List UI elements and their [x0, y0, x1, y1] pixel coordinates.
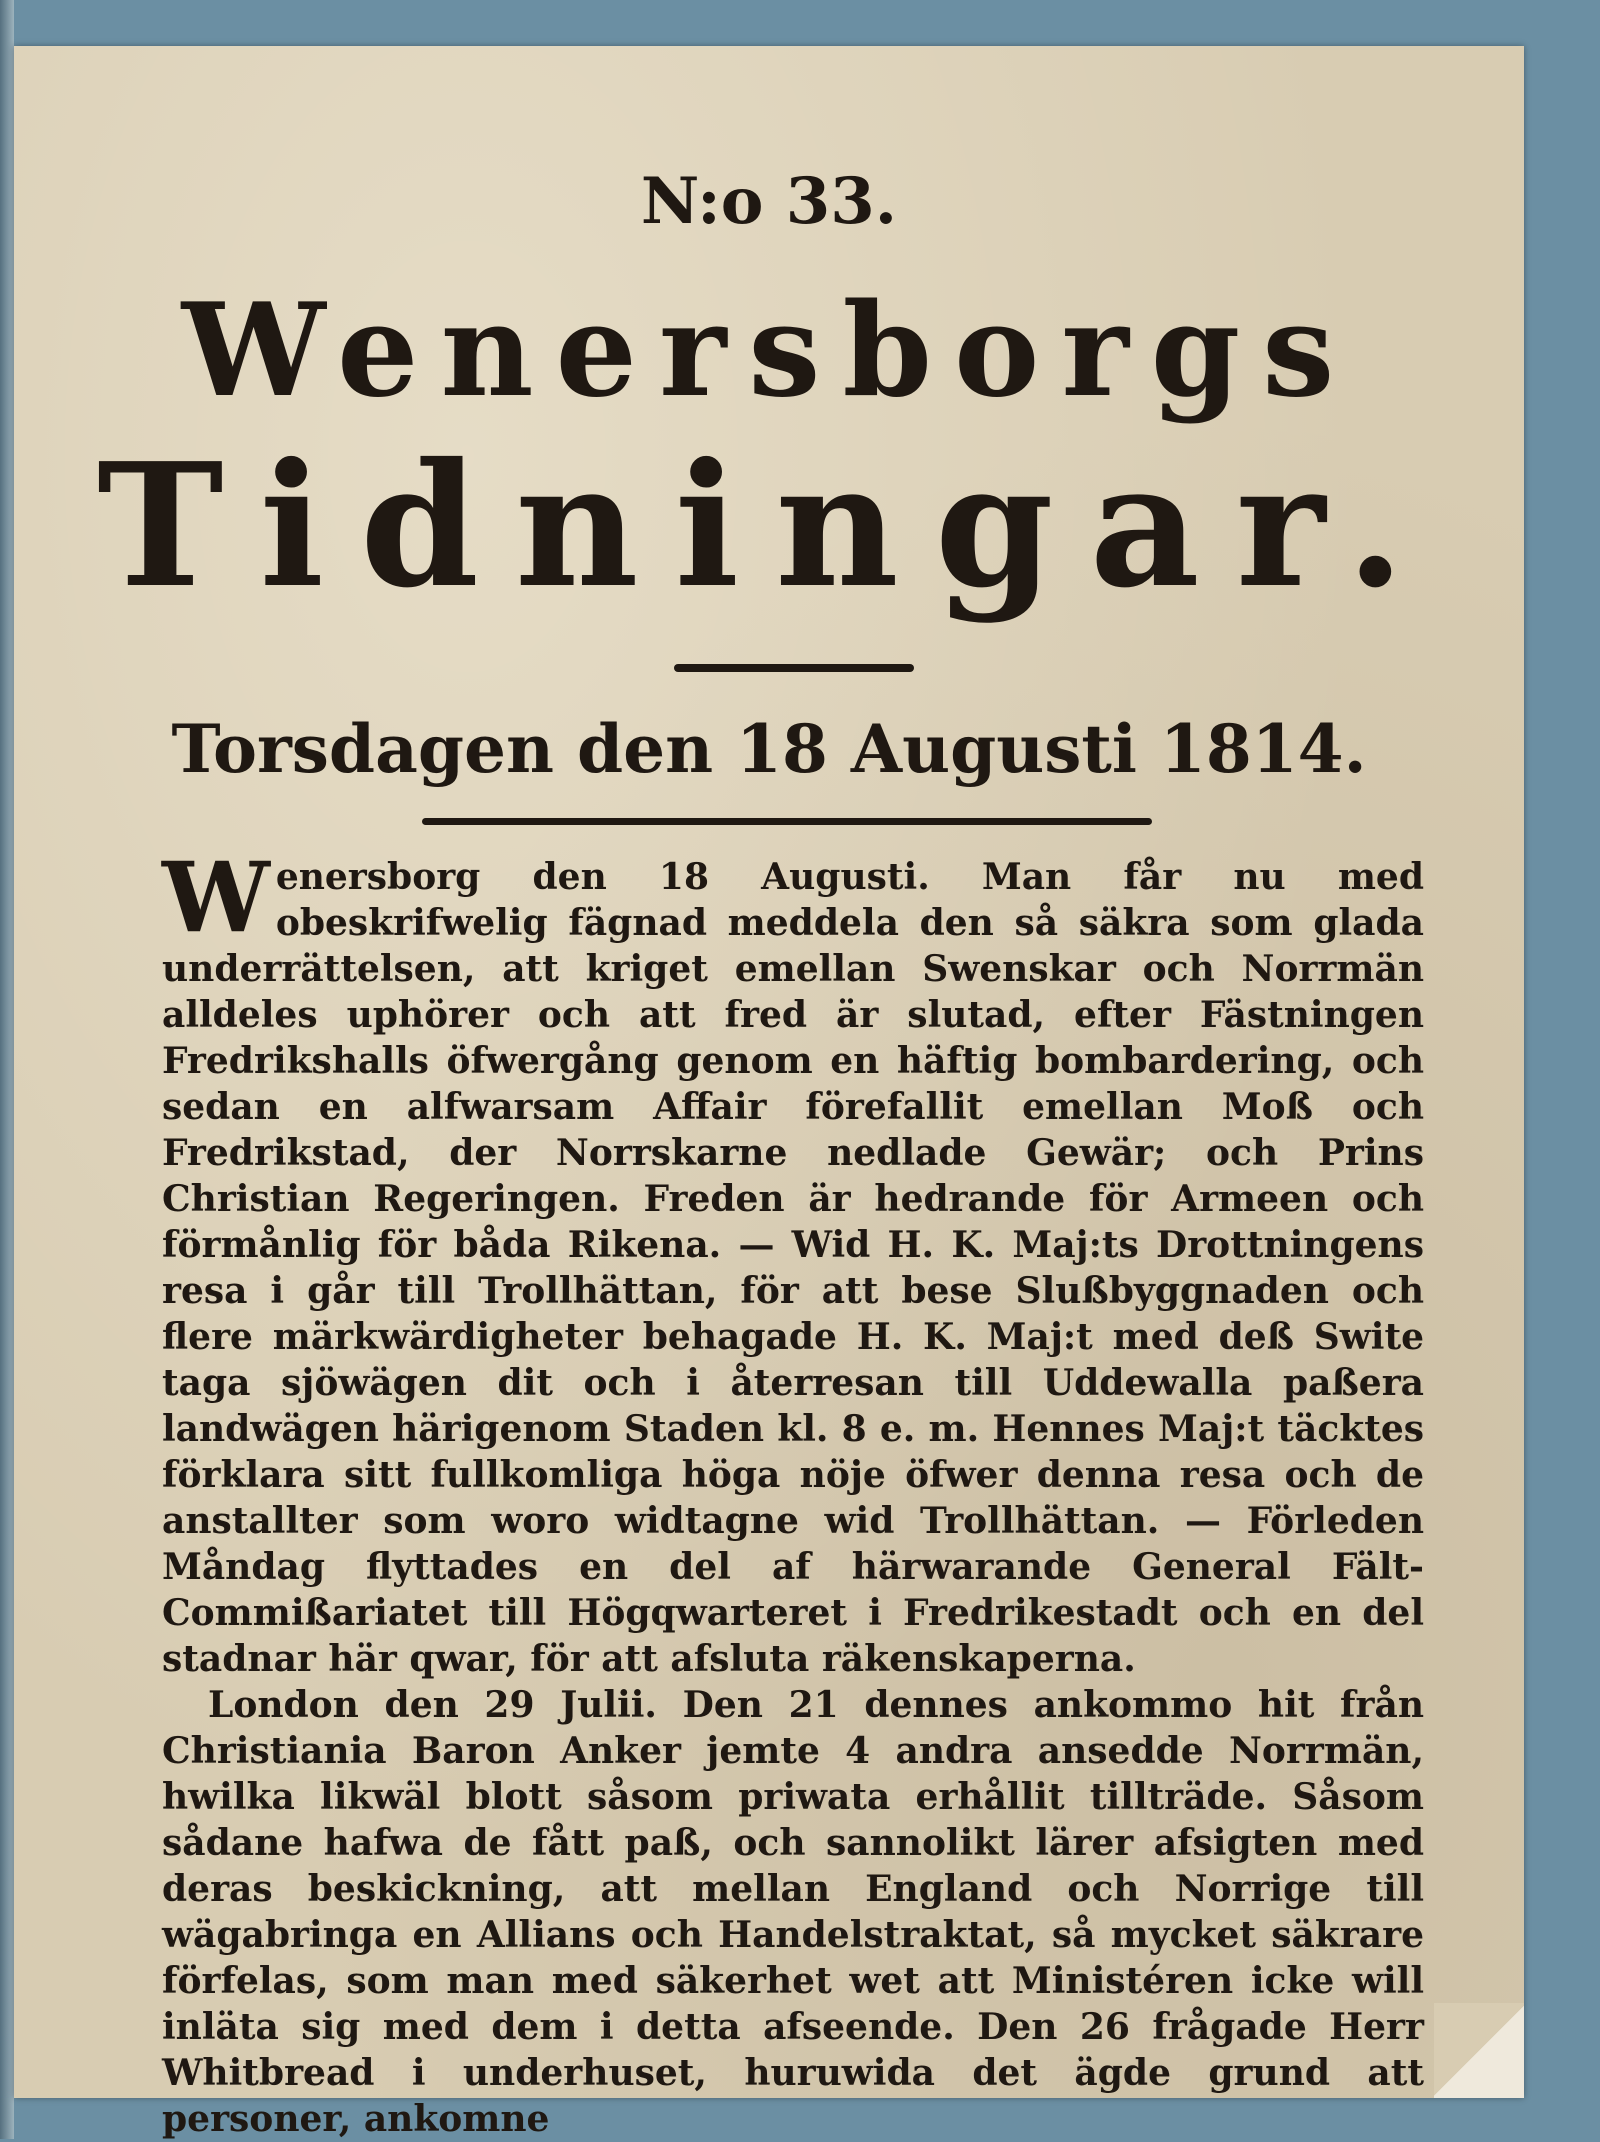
newspaper-page — [14, 46, 1524, 2140]
scan-left-edge — [0, 0, 14, 2139]
folded-corner — [1434, 2003, 1524, 2098]
paragraph-1-text: enersborg den 18 Augusti. Man får nu med obeskrifwelig fägnad meddela den så säkra som glada underrättelsen, att kriget emellan Swenskar och Norrmän alldeles uphörer och att fred är slutad, efter Fästningen Fredrikshalls öfwergång genom en häftig bombardering, och sedan en alfwarsam Affair förefallit emellan Moß och Fredrikstad, der Norrskarne nedlade Gewär; och Prins Christian Regeringen. Freden är hedrande för Armeen och förmånlig för båda Rikena. — Wid H. K. Maj:ts Drottningens resa i går till Trollhättan, för att bese Slußbyggnaden och flere märkwärdigheter behagade H. K. Maj:t med deß Swite taga sjöwägen dit och i återresan till Uddewalla paßera landwägen härigenom Staden kl. 8 e. m. Hennes Maj:t täcktes förklara sitt fullkomliga höga nöje öfwer denna resa och de anstallter som woro widtagne wid Trollhättan. — Förleden Måndag flyttades en del af härwarande General Fält-Commißariatet till Högqwarteret i Fredrikestadt och en del stadnar här qwar, för att afsluta räkenskaperna. — [162, 856, 1424, 1680]
article-body — [162, 841, 1424, 2142]
masthead-line-1: Wenersborgs — [181, 276, 1357, 426]
dateline: Torsdagen den 18 Augusti 1814. — [171, 710, 1367, 788]
article-paragraph-2: London den 29 Julii. Den 21 dennes ankommo hit från Christiania Baron Anker jemte 4 andra ansedde Norrmän, hwilka likwäl blott såsom priwata erhållit tillträde. Såsom sådane hafwa de fått paß, och sannolikt lärer afsigten med deras beskickning, att mellan England och Norrige till wägabringa en Allians och Handelstraktat, så mycket säkrare förfelas, som man med säkerhet wet att Ministéren icke will inläta sig med dem i detta afseende. Den 26 frågade Herr Whitbread i underhuset, huruwida det ägde grund att personer, ankomne — [162, 1684, 1424, 2140]
article-paragraph-1 — [162, 841, 1424, 1682]
issue-number: N:o 33. — [640, 164, 898, 239]
ornamental-rule-bottom — [422, 818, 1152, 825]
ornamental-rule-top — [674, 664, 914, 672]
masthead-line-2: Tidningar. — [97, 426, 1441, 626]
drop-cap: W — [162, 841, 270, 954]
